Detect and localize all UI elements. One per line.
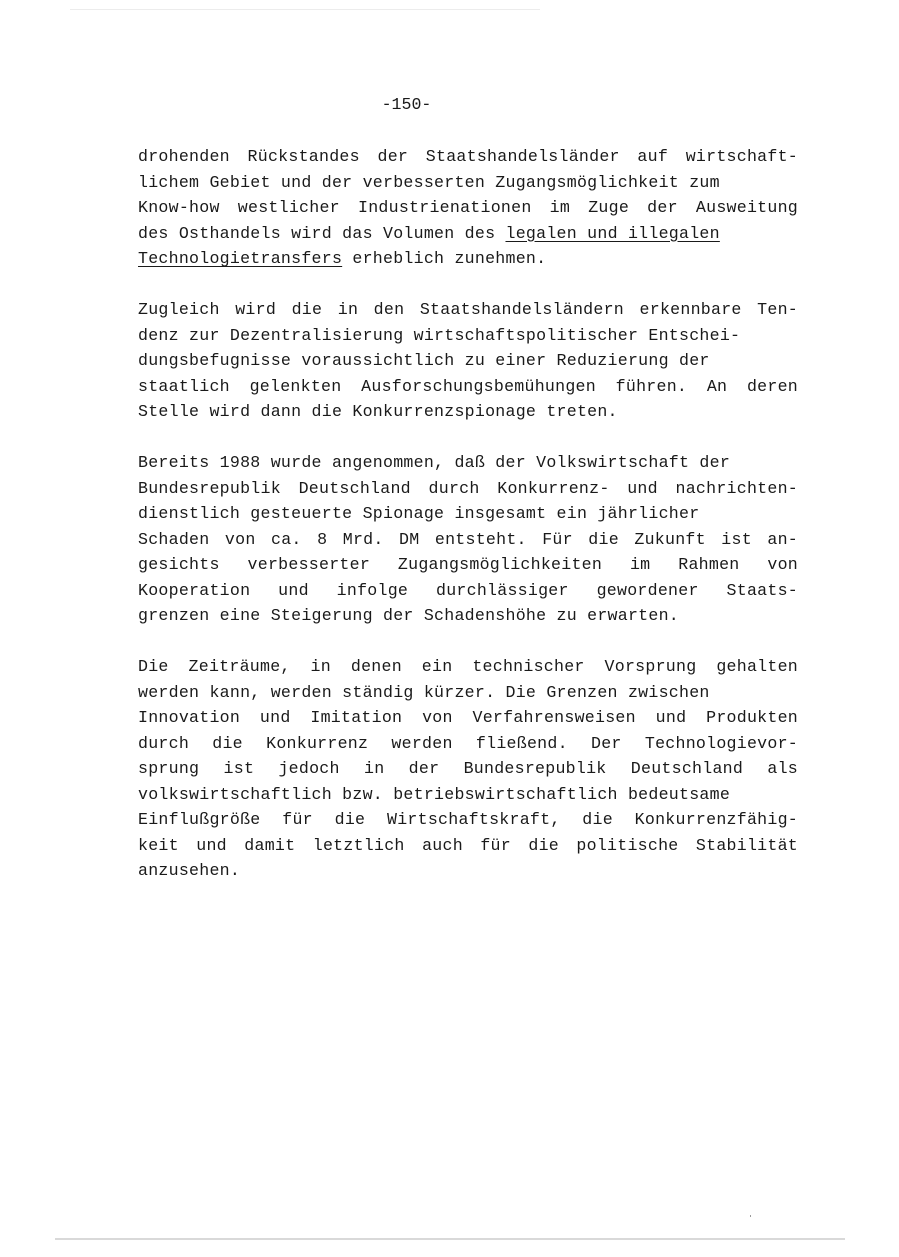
scan-edge-line [55, 1238, 845, 1240]
underlined-term: Technologietransfers [138, 249, 343, 268]
text-line: volkswirtschaftlich bzw. betriebswirtschaftlich bedeutsame [138, 784, 731, 804]
text-line: Bereits 1988 wurde angenommen, daß der Volkswirtschaft der [138, 453, 731, 472]
text-line: Einflußgröße für die Wirtschaftskraft, die Konkurrenzfähig- [138, 810, 798, 829]
text-line: gesichts verbesserter Zugangsmöglichkeiten im Rahmen von [138, 555, 798, 574]
text-line: drohenden Rückstandes der Staatshandelsländer auf wirtschaft- [138, 147, 798, 166]
text-line: grenzen eine Steigerung der Schadenshöhe zu erwarten. [138, 606, 680, 625]
paragraph-4 [138, 654, 798, 884]
text-line: dungsbefugnisse voraussichtlich zu einer Reduzierung der [138, 351, 710, 370]
paragraph-1 [138, 144, 798, 272]
text-line: werden kann, werden ständig kürzer. Die Grenzen zwischen [138, 682, 710, 702]
text-line: durch die Konkurrenz werden fließend. Der Technologievor- [138, 733, 798, 753]
text-segment: erheblich zunehmen. [342, 249, 547, 268]
text-line: sprung ist jedoch in der Bundesrepublik Deutschland als [138, 759, 798, 778]
page-number: -150- [381, 95, 432, 114]
text-line: denz zur Dezentralisierung wirtschaftspolitischer Entschei- [138, 325, 741, 345]
text-line: Schaden von ca. 8 Mrd. DM entsteht. Für die Zukunft ist an- [138, 529, 798, 549]
text-line: anzusehen. [138, 861, 241, 880]
text-line: Zugleich wird die in den Staatshandelsländern erkennbare Ten- [138, 300, 798, 319]
underlined-term: legalen und illegalen [505, 223, 720, 243]
text-line: Stelle wird dann die Konkurrenzspionage treten. [138, 402, 618, 421]
text-line: Bundesrepublik Deutschland durch Konkurrenz- und nachrichten- [138, 478, 798, 498]
text-line [138, 246, 798, 272]
text-line: keit und damit letztlich auch für die politische Stabilität [138, 835, 798, 855]
scan-edge-line [70, 9, 540, 10]
text-line: staatlich gelenkten Ausforschungsbemühungen führen. An deren [138, 376, 798, 396]
text-line: Die Zeiträume, in denen ein technischer Vorsprung gehalten [138, 657, 798, 676]
text-line: lichem Gebiet und der verbesserten Zugangsmöglichkeit zum [138, 172, 720, 192]
paragraph-3 [138, 450, 798, 629]
text-line: Kooperation und infolge durchlässiger gewordener Staats- [138, 580, 798, 600]
text-line [138, 221, 798, 247]
text-line: Innovation und Imitation von Verfahrensweisen und Produkten [138, 708, 798, 727]
body-text [138, 144, 798, 909]
scan-speck [750, 1215, 751, 1217]
paragraph-2 [138, 297, 798, 425]
text-line: Know-how westlicher Industrienationen im Zuge der Ausweitung [138, 198, 798, 217]
text-line: dienstlich gesteuerte Spionage insgesamt ein jährlicher [138, 504, 700, 523]
text-segment: des Osthandels wird das Volumen des [138, 223, 506, 243]
